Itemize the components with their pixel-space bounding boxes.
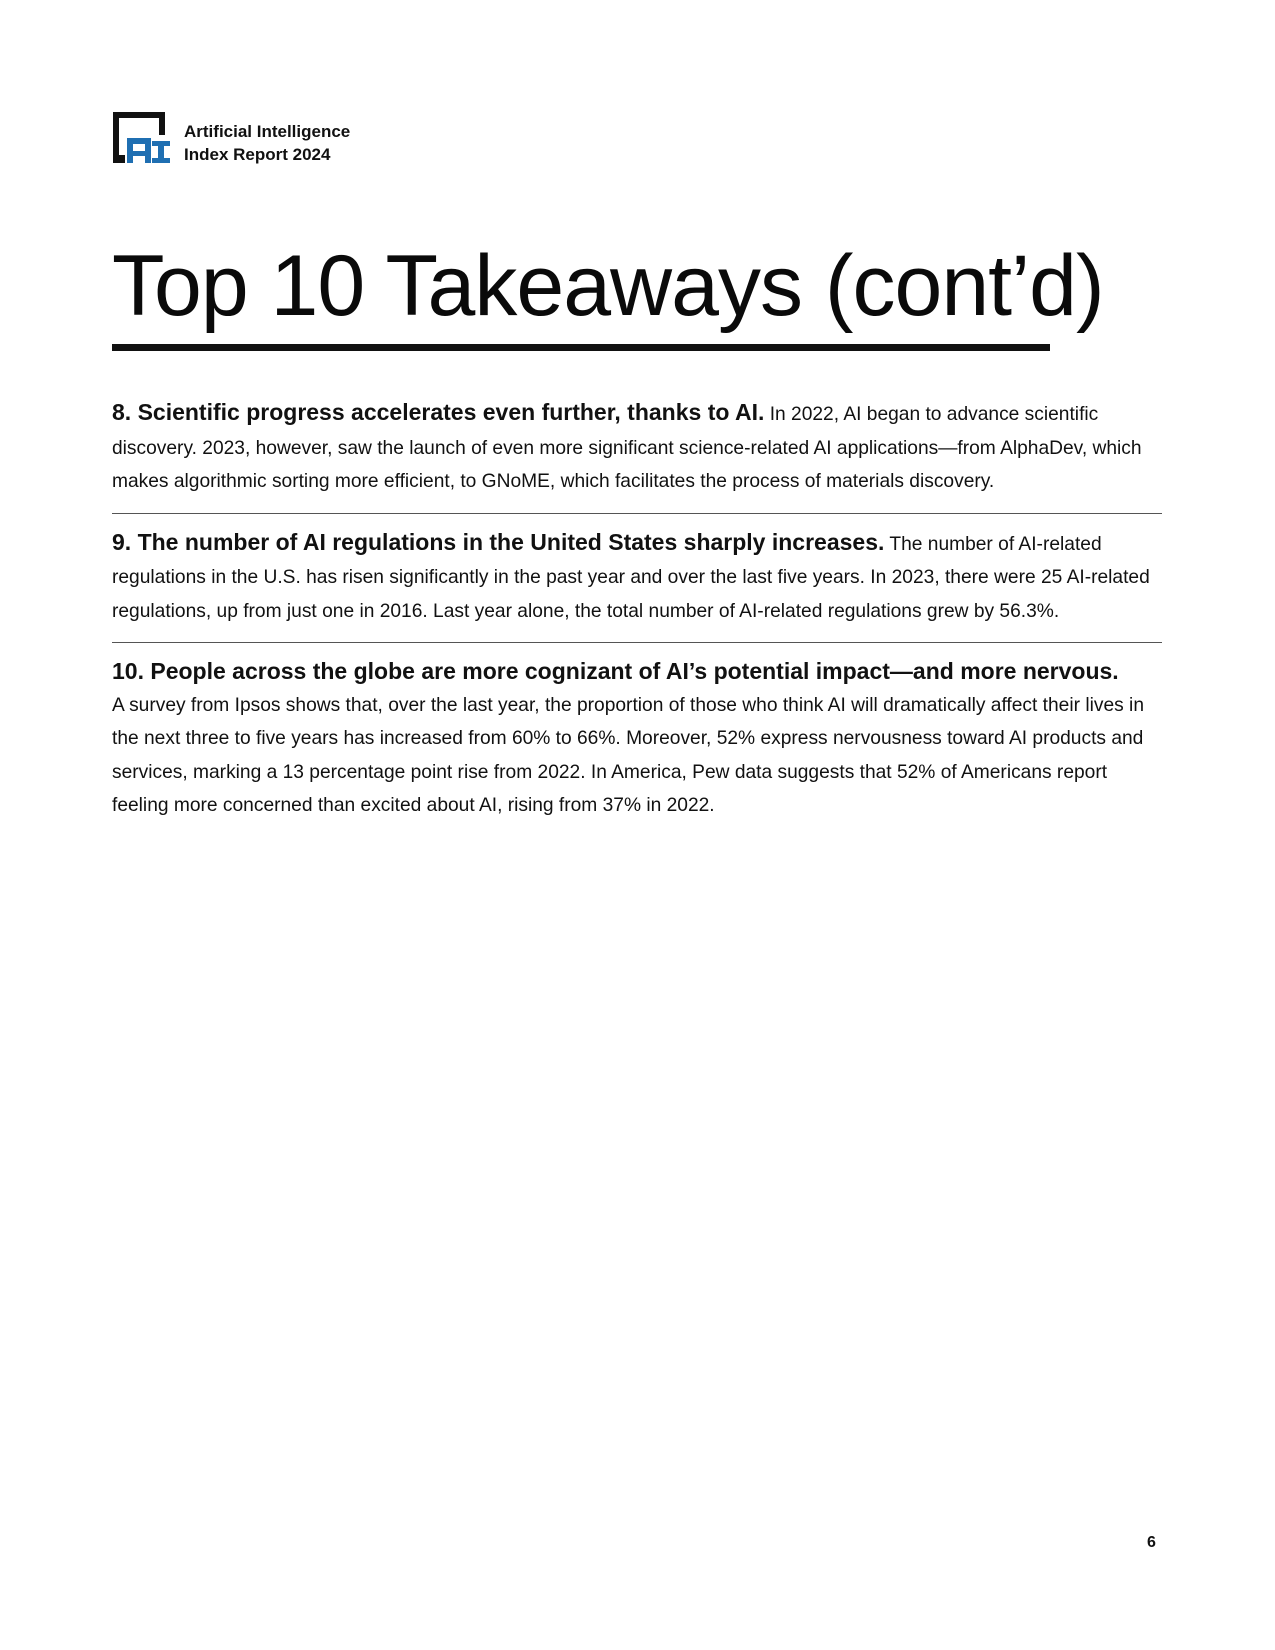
ai-index-logo-icon xyxy=(112,111,172,167)
page-number: 6 xyxy=(1147,1534,1156,1551)
takeaway-9-heading: 9. The number of AI regulations in the United States sharply increases. xyxy=(112,528,885,555)
brand-line-1: Artificial Intelligence xyxy=(184,122,351,141)
takeaway-10-heading: 10. People across the globe are more cognizant of AI’s potential impact—and more nervous. xyxy=(112,658,1119,684)
section-divider xyxy=(112,513,1162,514)
takeaway-9 xyxy=(112,526,1162,629)
takeaway-10 xyxy=(112,655,1162,823)
section-divider xyxy=(112,642,1162,643)
title-underline xyxy=(112,344,1050,351)
takeaway-10-body: A survey from Ipsos shows that, over the last year, the proportion of those who think AI will dramatically affect their lives in the next three to five years has increased from 60% to 66%. Moreover, 52% express nervousness toward AI products and services, marking a 13 percentage point rise from 2022. In America, Pew data suggests that 52% of Americans report feeling more concerned than excited about AI, rising from 37% in 2022. xyxy=(112,694,1144,816)
page-title: Top 10 Takeaways (cont’d) xyxy=(112,238,1104,334)
takeaways-list xyxy=(112,396,1162,823)
takeaway-8-body: In 2022, AI began to advance scientific discovery. 2023, however, saw the launch of even more significant science-related AI applications—from AlphaDev, which makes algorithmic sorting more efficient, to GNoME, which facilitates the process of materials discovery. xyxy=(112,404,1142,492)
report-brand xyxy=(184,120,350,166)
takeaway-8-heading: 8. Scientific progress accelerates even further, thanks to AI. xyxy=(112,399,765,425)
brand-line-2: Index Report 2024 xyxy=(184,145,331,164)
takeaway-9-body: The number of AI-related regulations in the U.S. has risen significantly in the past year and over the last five years. In 2023, there were 25 AI-related regulations, up from just one in 2016. Last year alone, the total number of AI-related regulations grew by 56.3%. xyxy=(112,533,1150,622)
report-header xyxy=(112,111,350,167)
takeaway-8 xyxy=(112,396,1162,499)
title-block xyxy=(112,238,1104,351)
